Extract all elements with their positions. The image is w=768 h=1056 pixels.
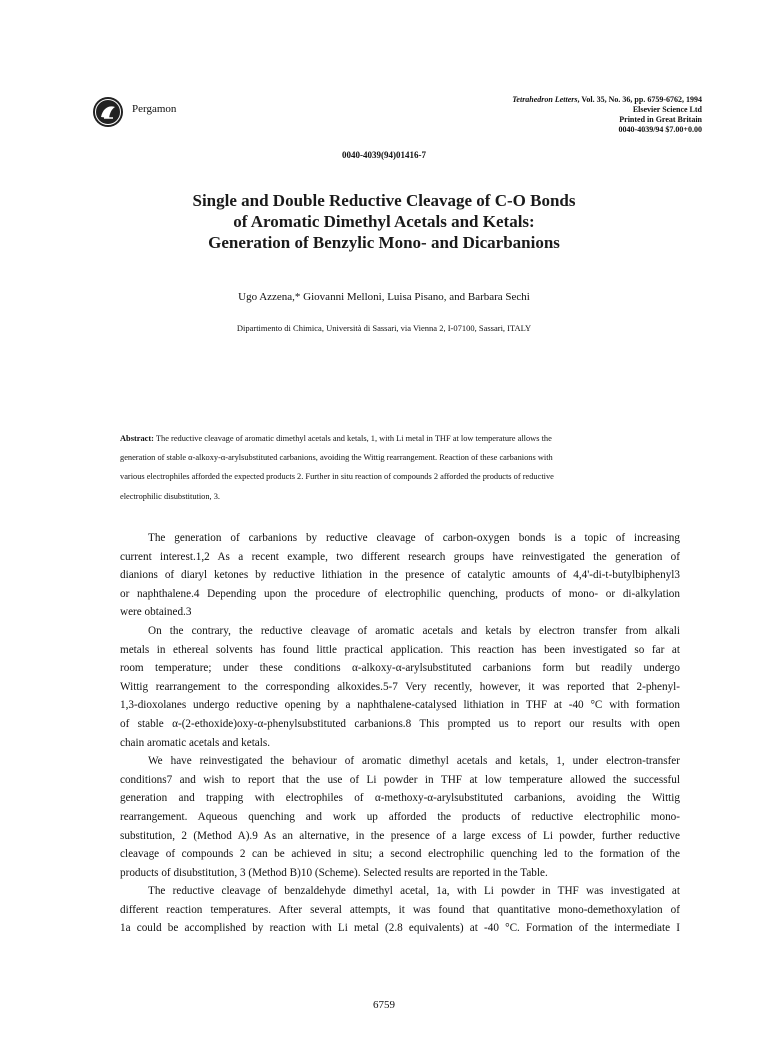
body-line: rearrangement. Aqueous quenching and work up afforded the products of reductive electrophilic mono- [120,810,680,823]
journal-info [402,95,702,135]
author-list: Ugo Azzena,* Giovanni Melloni, Luisa Pisano, and Barbara Sechi [238,291,530,303]
abstract-label: Abstract: [120,434,154,443]
body-line: dianions of diaryl ketones by reductive lithiation in the presence of catalytic amounts of 4,4'-di-t-butylbiphenyl3 [120,569,680,582]
abstract-text: The reductive cleavage of aromatic dimethyl acetals and ketals, 1, with Li metal in THF at low temperature allows the [153,434,552,443]
abstract-line: electrophilic disubstitution, 3. [120,491,221,501]
abstract [120,429,680,506]
body-line: room temperature; under these conditions α-alkoxy-α-arylsubstituted carbanions form but readily undergo [120,662,680,675]
body-line: were obtained.3 [120,606,192,619]
publisher-name: Pergamon [132,103,177,115]
body-line: The reductive cleavage of benzaldehyde dimethyl acetal, 1a, with Li powder in THF was investigated at [148,885,680,898]
pergamon-logo-icon [92,96,124,128]
abstract-line: generation of stable α-alkoxy-α-arylsubstituted carbanions, avoiding the Wittig rearrangement. Reaction of these carbanions with [120,453,553,463]
journal-volume: , Vol. 35, No. 36, pp. 6759-6762, 1994 [577,95,702,104]
journal-publisher: Elsevier Science Ltd [632,105,702,114]
body-text [120,529,680,938]
title-line: of Aromatic Dimethyl Acetals and Ketals: [233,212,535,231]
body-line: conditions7 and wish to report that the use of Li powder in THF at low temperature allowed the successful [120,773,680,786]
body-line: different reaction temperatures. After several attempts, it was found that quantitative mono-demethoxylation of [120,903,680,916]
body-line: chain aromatic acetals and ketals. [120,736,271,749]
body-line: The generation of carbanions by reductive cleavage of carbon-oxygen bonds is a topic of increasing [148,532,680,544]
abstract-line [120,429,680,448]
body-line: cleavage of compounds 2 can be achieved in situ; a second electrophilic quenching led to the formation of the [120,848,680,861]
journal-name: Tetrahedron Letters [512,95,578,104]
body-line: current interest.1,2 As a recent example, two different research groups have reinvestigated the generation of [120,550,680,563]
body-line: of stable α-(2-ethoxide)oxy-α-phenylsubstituted carbanions.8 This prompted us to report our results with open [120,717,680,730]
abstract-line: various electrophiles afforded the expected products 2. Further in situ reaction of compounds 2 afforded the products of reductive [120,472,554,482]
journal-citation [402,95,702,105]
journal-price: 0040-4039/94 $7.00+0.00 [618,125,702,134]
body-line: We have reinvestigated the behaviour of aromatic dimethyl acetals and ketals, 1, under electron-transfer [148,755,680,768]
body-line: metals in ethereal solvents has found little practical application. This reaction has been investigated so far at [120,643,680,656]
body-line: or naphthalene.4 Depending upon the procedure of electrophilic quenching, products of mono- or di-alkylation [120,587,680,600]
affiliation: Dipartimento di Chimica, Università di Sassari, via Vienna 2, I-07100, Sassari, ITALY [236,323,532,333]
title-line: Single and Double Reductive Cleavage of C-O Bonds [192,191,576,210]
journal-printed: Printed in Great Britain [619,115,702,124]
body-line: Wittig rearrangement to the corresponding alkoxides.5-7 Very recently, however, it was reported that 2-phenyl- [120,680,680,693]
paper-title [120,190,648,253]
body-line: 1a could be accomplished by reaction with Li metal (2.8 equivalents) at -40 °C. Formation of the intermediate I [120,922,680,935]
body-line: generation and trapping with electrophiles of α-methoxy-α-arylsubstituted carbanions, avoiding the Wittig [120,792,680,805]
page-number: 6759 [373,999,395,1011]
body-line: products of disubstitution, 3 (Method B)10 (Scheme). Selected results are reported in the Table. [120,866,548,879]
body-line: 1,3-dioxolanes undergo reductive opening by a naphthalene-catalysed lithiation in THF at -40 °C with formation [120,699,680,712]
title-line: Generation of Benzylic Mono- and Dicarbanions [208,233,560,252]
doi-code: 0040-4039(94)01416-7 [342,150,426,160]
body-line: substitution, 2 (Method A).9 As an alternative, in the presence of a large excess of Li powder, further reductive [120,829,680,842]
body-line: On the contrary, the reductive cleavage of aromatic acetals and ketals by electron transfer from alkali [148,624,680,637]
